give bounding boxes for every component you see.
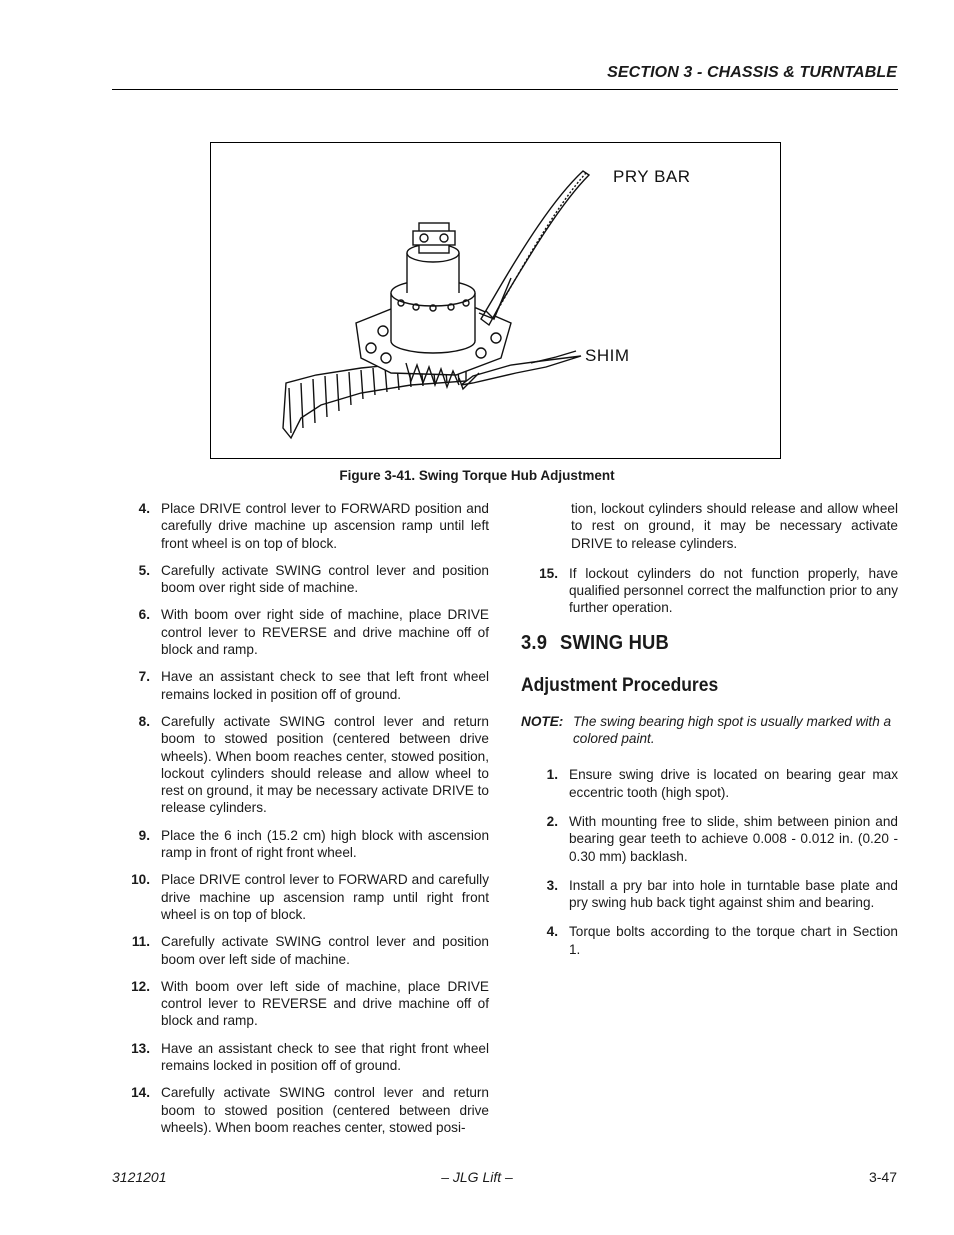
procedure-item: 3. Install a pry bar into hole in turntable base plate and pry swing hub back tight against shim and bearing. — [546, 877, 898, 911]
procedure-item: 2. With mounting free to slide, shim between pinion and bearing gear teeth to achieve 0.008 - 0.012 in. (0.20 - 0.30 mm) backlash. — [546, 813, 898, 864]
swing-torque-hub-figure — [210, 142, 781, 459]
subsection-heading: Adjustment Procedures — [521, 674, 719, 696]
note-block — [521, 713, 898, 748]
swing-hub-illustration — [211, 143, 781, 459]
list-item-continuation: tion, lockout cylinders should release and allow wheel to rest on ground, it may be necessary activate DRIVE to release cylinders. — [571, 501, 898, 551]
footer-center-text: – JLG Lift – — [441, 1169, 513, 1185]
section-header-title: SECTION 3 - CHASSIS & TURNTABLE — [607, 64, 897, 81]
figure-caption: Figure 3-41. Swing Torque Hub Adjustment — [339, 468, 615, 483]
list-item: 10. Place DRIVE control lever to FORWARD and carefully drive machine up ascension ramp until right front wheel is on top of block. — [131, 872, 489, 922]
footer-page-number: 3-47 — [868, 1169, 897, 1185]
pry-bar-label: PRY BAR — [613, 167, 691, 186]
section-heading: 3.9 SWING HUB — [521, 631, 670, 654]
footer-doc-number: 3121201 — [112, 1169, 167, 1185]
list-item: 15. If lockout cylinders do not function properly, have qualified personnel correct the malfunction prior to any further operation. — [539, 565, 898, 616]
note-label: NOTE: — [521, 713, 564, 729]
list-item: 14. Carefully activate SWING control lever and return boom to stowed position (centered between drive wheels). When boom reaches center, stowed posi- — [131, 1085, 489, 1135]
list-item: 6. With boom over right side of machine, place DRIVE control lever to REVERSE and drive machine off of block and ramp. — [138, 607, 489, 658]
list-item: 9. Place the 6 inch (15.2 cm) high block with ascension ramp in front of right front wheel. — [138, 827, 489, 861]
left-column — [124, 500, 489, 1146]
list-item: 5. Carefully activate SWING control lever and position boom over right side of machine. — [138, 562, 489, 596]
right-column — [521, 500, 898, 970]
list-item: 4. Place DRIVE control lever to FORWARD position and carefully drive machine up ascension ramp until left front wheel is on top of block. — [138, 501, 489, 551]
list-item: 11. Carefully activate SWING control lever and position boom over left side of machine. — [131, 934, 489, 967]
list-item: 13. Have an assistant check to see that right front wheel remains locked in position off of ground. — [131, 1040, 489, 1074]
list-item: 8. Carefully activate SWING control lever and return boom to stowed position (centered between drive wheels). When boom reaches center, stowed position, lockout cylinders should release and allow wheel to rest on ground, it may be necessary activate DRIVE to release cylinders. — [138, 713, 489, 816]
list-item: 7. Have an assistant check to see that left front wheel remains locked in position off of ground. — [138, 669, 489, 702]
procedure-item: 4. Torque bolts according to the torque chart in Section 1. — [546, 924, 898, 957]
procedure-item: 1. Ensure swing drive is located on bearing gear max eccentric tooth (high spot). — [546, 767, 898, 800]
list-item: 12. With boom over left side of machine, place DRIVE control lever to REVERSE and drive machine off of block and ramp. — [131, 978, 489, 1029]
note-text: The swing bearing high spot is usually marked with a colored paint. — [573, 713, 892, 747]
shim-label: SHIM — [585, 346, 630, 365]
header-divider — [112, 89, 898, 90]
